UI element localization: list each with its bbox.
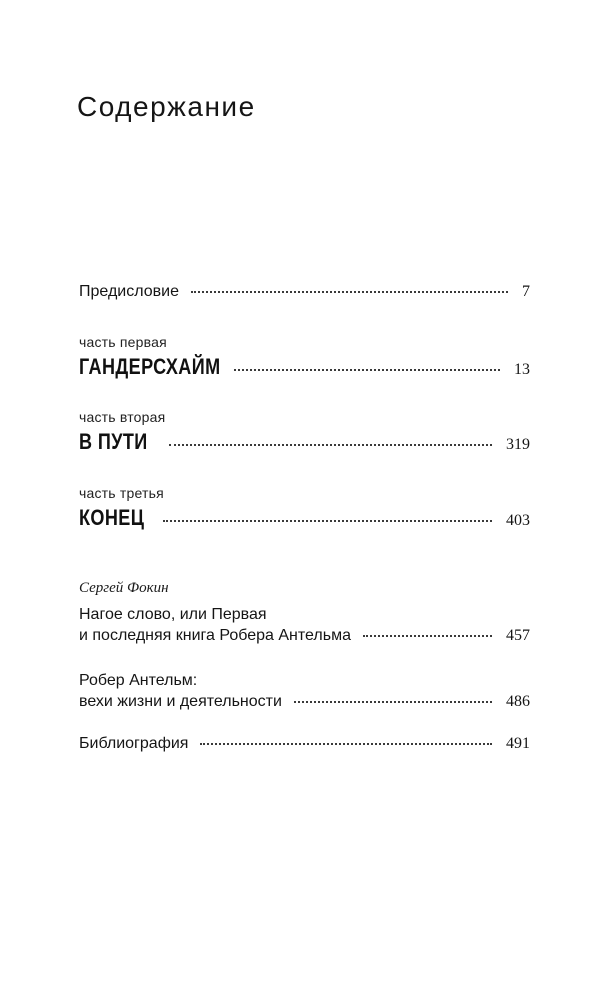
- page-number: 486: [506, 693, 530, 710]
- page-number: 491: [506, 735, 530, 752]
- toc-entry-part-2[interactable]: [79, 409, 530, 455]
- dot-leader: [234, 369, 500, 371]
- part-title: КОНЕЦ: [79, 505, 145, 530]
- page-title: Содержание: [77, 91, 256, 122]
- page-number: 13: [514, 361, 530, 378]
- page-number: 457: [506, 627, 530, 644]
- page-number: 7: [522, 283, 530, 300]
- toc-entry-bibliography[interactable]: [79, 735, 530, 753]
- dot-leader: [200, 743, 492, 745]
- toc-entry-preface[interactable]: [79, 283, 530, 301]
- entry-title-line-2: и последняя книга Робера Антельма: [79, 627, 351, 644]
- dot-leader: [191, 291, 508, 293]
- dot-leader: [294, 701, 492, 703]
- part-title: В ПУТИ: [79, 429, 148, 454]
- part-caption: часть третья: [79, 485, 164, 501]
- part-caption: часть вторая: [79, 409, 166, 425]
- part-caption: часть первая: [79, 334, 167, 350]
- page-number: 403: [506, 512, 530, 529]
- toc-entry-part-1[interactable]: [79, 334, 530, 380]
- page-number: 319: [506, 436, 530, 453]
- entry-label: Предисловие: [79, 283, 179, 300]
- entry-title-line-2: вехи жизни и деятельности: [79, 693, 282, 710]
- dot-leader: [163, 520, 492, 522]
- entry-label: Библиография: [79, 735, 189, 752]
- afterword-author: Сергей Фокин: [79, 580, 169, 596]
- part-title: ГАНДЕРСХАЙМ: [79, 354, 221, 379]
- toc-entry-essay[interactable]: [79, 606, 530, 645]
- dot-leader: [363, 635, 492, 637]
- toc-entry-part-3[interactable]: [79, 485, 530, 531]
- entry-title-line-1: Робер Антельм:: [79, 672, 198, 689]
- toc-entry-chronology[interactable]: [79, 672, 530, 711]
- entry-title-line-1: Нагое слово, или Первая: [79, 606, 267, 623]
- dot-leader: [169, 444, 492, 446]
